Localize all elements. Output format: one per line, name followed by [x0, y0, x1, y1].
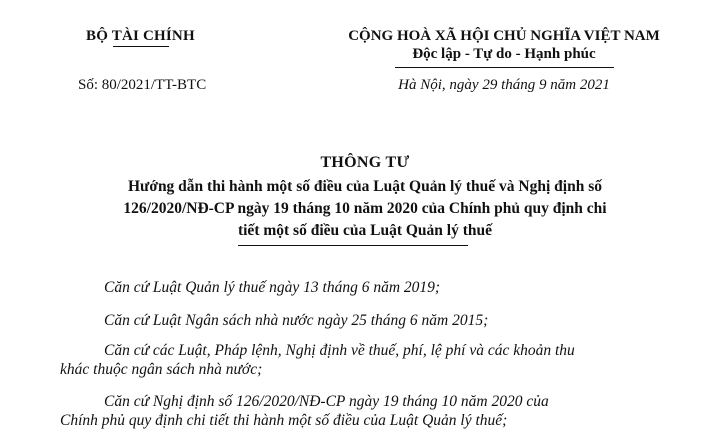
- legal-basis-paragraph: Căn cứ Luật Ngân sách nhà nước ngày 25 tháng 6 năm 2015;: [104, 312, 489, 329]
- place-and-date: Hà Nội, ngày 29 tháng 9 năm 2021: [398, 77, 610, 93]
- legal-basis-paragraph: Căn cứ Nghị định số 126/2020/NĐ-CP ngày 19 tháng 10 năm 2020 của: [104, 393, 549, 410]
- subject-line: tiết một số điều của Luật Quản lý thuế: [237, 222, 493, 239]
- document-number: Số: 80/2021/TT-BTC: [78, 77, 207, 93]
- legal-basis-continuation: khác thuộc ngân sách nhà nước;: [60, 361, 263, 378]
- legal-basis-paragraph: Căn cứ Luật Quản lý thuế ngày 13 tháng 6 năm 2019;: [104, 279, 441, 296]
- legal-basis-continuation: Chính phủ quy định chi tiết thi hành một số điều của Luật Quản lý thuế;: [60, 412, 508, 429]
- motto-underline: [395, 67, 614, 68]
- document-type-heading: THÔNG TƯ: [320, 154, 410, 171]
- legal-basis-paragraph: Căn cứ các Luật, Pháp lệnh, Nghị định về thuế, phí, lệ phí và các khoản thu: [104, 342, 575, 359]
- issuing-agency: BỘ TÀI CHÍNH: [86, 28, 195, 44]
- national-title: CỘNG HOÀ XÃ HỘI CHỦ NGHĨA VIỆT NAM: [348, 28, 660, 44]
- agency-underline: [113, 46, 169, 47]
- subject-underline: [238, 245, 468, 246]
- subject-line: 126/2020/NĐ-CP ngày 19 tháng 10 năm 2020 của Chính phủ quy định chi: [123, 200, 607, 217]
- national-motto: Độc lập - Tự do - Hạnh phúc: [412, 46, 596, 62]
- subject-line: Hướng dẫn thi hành một số điều của Luật Quản lý thuế và Nghị định số: [128, 178, 602, 195]
- document-subject: [60, 176, 670, 242]
